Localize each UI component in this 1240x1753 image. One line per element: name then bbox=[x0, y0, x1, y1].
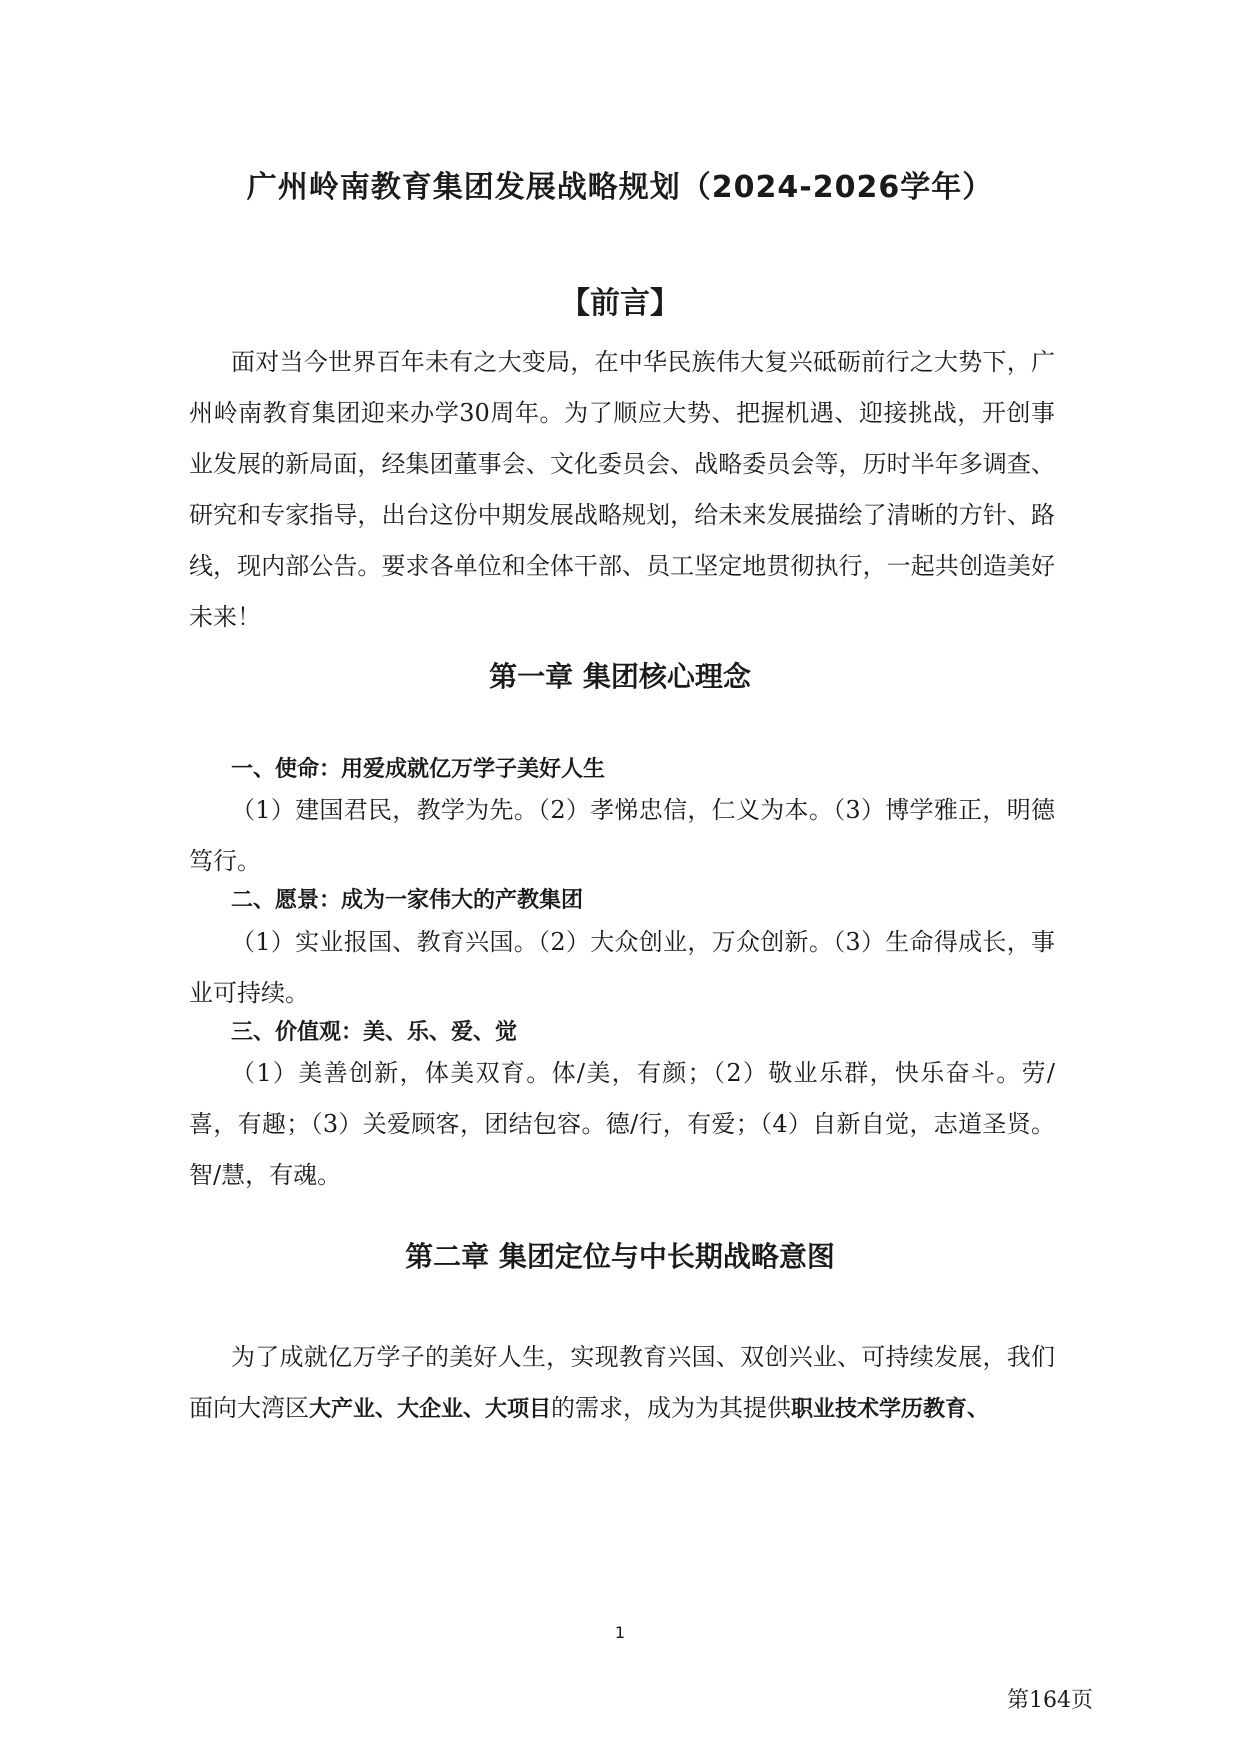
values-paragraph: （1）美善创新，体美双育。体/美，有颜；（2）敬业乐群，快乐奋斗。劳/喜，有趣；（3）关爱顾客，团结包容。德/行，有爱；（4）自新自觉，志道圣贤。智/慧，有魂。 bbox=[189, 1059, 1055, 1189]
chapter-2-intro-paragraph bbox=[189, 1332, 1055, 1435]
document-title: 广州岭南教育集团发展战略规划（2024-2026学年） bbox=[246, 170, 994, 205]
vision-heading: 二、愿景：成为一家伟大的产教集团 bbox=[231, 888, 584, 913]
intro-text-2: 的需求，成为为其提供 bbox=[551, 1394, 792, 1422]
page-stamp: 第164页 bbox=[1007, 1688, 1093, 1713]
preface-heading: 【前言】 bbox=[560, 286, 680, 321]
page-number: 1 bbox=[614, 1623, 626, 1642]
mission-heading: 一、使命：用爱成就亿万学子美好人生 bbox=[231, 757, 606, 782]
intro-bold-1: 大产业、大企业、大项目 bbox=[309, 1397, 552, 1422]
intro-text-1: 为了成就亿万学子的美好人生，实现教育兴国、双创兴业、可持续发展，我们面向大湾区 bbox=[189, 1343, 1055, 1422]
preface-paragraph: 面对当今世界百年未有之大变局，在中华民族伟大复兴砥砺前行之大势下，广州岭南教育集团迎来办学30周年。为了顺应大势、把握机遇、迎接挑战，开创事业发展的新局面，经集团董事会、文化委员会、战略委员会等，历时半年多调查、研究和专家指导，出台这份中期发展战略规划，给未来发展描绘了清晰的方针、路线，现内部公告。要求各单位和全体干部、员工坚定地贯彻执行，一起共创造美好未来！ bbox=[189, 348, 1055, 631]
vision-paragraph: （1）实业报国、教育兴国。（2）大众创业，万众创新。（3）生命得成长，事业可持续。 bbox=[189, 928, 1055, 1007]
intro-bold-2: 职业技术学历教育、 bbox=[791, 1397, 990, 1422]
chapter-1-title: 第一章 集团核心理念 bbox=[489, 660, 751, 693]
values-heading: 三、价值观：美、乐、爱、觉 bbox=[231, 1020, 518, 1045]
mission-paragraph: （1）建国君民，教学为先。（2）孝悌忠信，仁义为本。（3）博学雅正，明德笃行。 bbox=[189, 796, 1055, 875]
chapter-2-title: 第二章 集团定位与中长期战略意图 bbox=[405, 1240, 835, 1273]
